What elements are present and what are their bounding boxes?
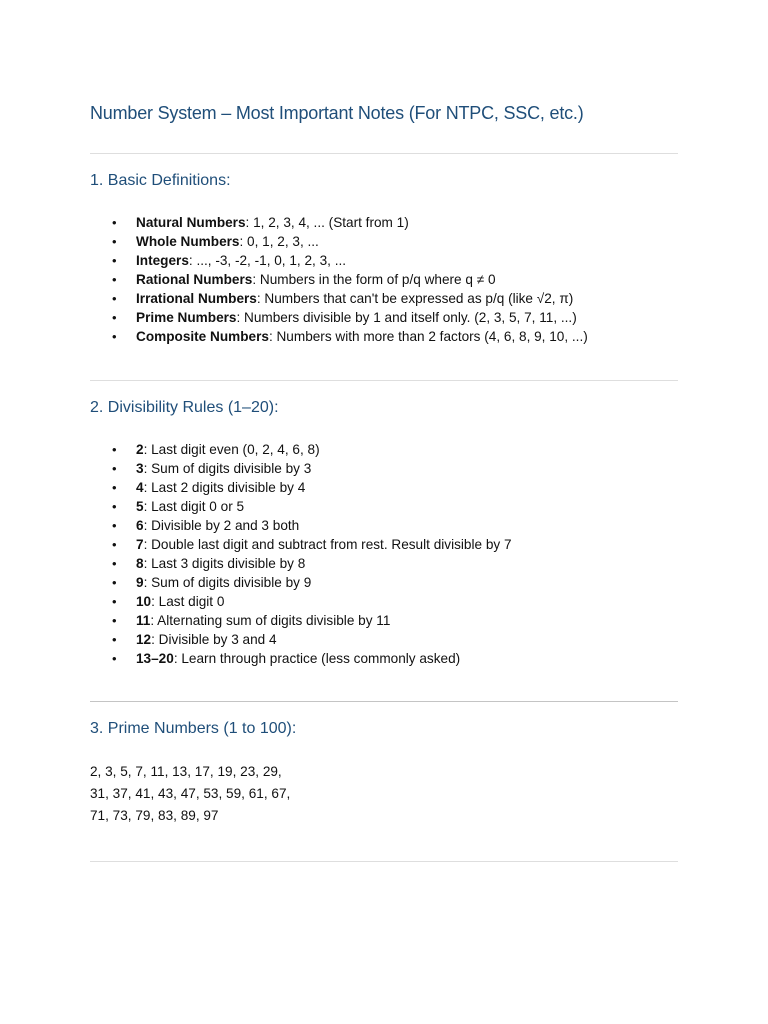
item-text: : Last digit 0 or 5 (143, 499, 245, 514)
section-heading-prime-numbers: 3. Prime Numbers (1 to 100): (90, 720, 297, 737)
item-text: : Last 3 digits divisible by 8 (143, 556, 306, 571)
item-text: : Numbers with more than 2 factors (4, 6, 8, 9, 10, ...) (268, 329, 588, 344)
divisibility-list (90, 440, 512, 668)
prime-line: 31, 37, 41, 43, 47, 53, 59, 61, 67, (90, 786, 291, 801)
prime-line: 71, 73, 79, 83, 89, 97 (90, 808, 219, 823)
list-item (90, 573, 512, 592)
item-text: : Double last digit and subtract from rest. Result divisible by 7 (143, 537, 512, 552)
list-item (90, 232, 588, 251)
item-term: 8 (136, 556, 144, 571)
item-term: Irrational Numbers (136, 291, 257, 306)
item-text: : Sum of digits divisible by 9 (143, 575, 312, 590)
item-term: 13–20 (136, 651, 174, 666)
prime-line: 2, 3, 5, 7, 11, 13, 17, 19, 23, 29, (90, 764, 282, 779)
item-term: 9 (136, 575, 144, 590)
list-item (90, 649, 512, 668)
list-item (90, 440, 512, 459)
item-text: : Numbers in the form of p/q where q ≠ 0 (252, 272, 496, 287)
item-text: : Last 2 digits divisible by 4 (143, 480, 306, 495)
item-text: : ..., -3, -2, -1, 0, 1, 2, 3, ... (188, 253, 347, 268)
section-heading-divisibility-rules: 2. Divisibility Rules (1–20): (90, 399, 279, 416)
list-item (90, 611, 512, 630)
item-term: 4 (136, 480, 144, 495)
list-item (90, 535, 512, 554)
item-term: Whole Numbers (136, 234, 240, 249)
item-term: Prime Numbers (136, 310, 237, 325)
item-term: 7 (136, 537, 144, 552)
list-item (90, 289, 588, 308)
item-text: : Last digit 0 (151, 594, 225, 609)
divider (90, 153, 678, 154)
item-term: Composite Numbers (136, 329, 269, 344)
list-item (90, 630, 512, 649)
item-text: : Numbers divisible by 1 and itself only. (2, 3, 5, 7, 11, ...) (236, 310, 577, 325)
item-text: : 0, 1, 2, 3, ... (239, 234, 319, 249)
list-item (90, 554, 512, 573)
item-text: : 1, 2, 3, 4, ... (Start from 1) (245, 215, 409, 230)
definitions-list (90, 213, 588, 346)
item-text: : Divisible by 3 and 4 (151, 632, 277, 647)
list-item (90, 459, 512, 478)
list-item (90, 478, 512, 497)
item-text: : Learn through practice (less commonly asked) (173, 651, 461, 666)
list-item (90, 213, 588, 232)
list-item (90, 270, 588, 289)
item-term: 6 (136, 518, 144, 533)
list-item (90, 308, 588, 327)
item-text: : Last digit even (0, 2, 4, 6, 8) (143, 442, 320, 457)
item-text: : Alternating sum of digits divisible by 11 (150, 613, 391, 628)
item-term: 5 (136, 499, 144, 514)
list-item (90, 327, 588, 346)
list-item (90, 497, 512, 516)
item-term: 11 (136, 613, 151, 628)
divider (90, 380, 678, 381)
divider (90, 861, 678, 862)
item-term: Rational Numbers (136, 272, 253, 287)
item-term: 12 (136, 632, 152, 647)
divider (90, 701, 678, 702)
item-term: 10 (136, 594, 152, 609)
document-title: Number System – Most Important Notes (For NTPC, SSC, etc.) (90, 103, 584, 123)
item-term: Natural Numbers (136, 215, 246, 230)
item-text: : Divisible by 2 and 3 both (143, 518, 300, 533)
list-item (90, 592, 512, 611)
item-text: : Sum of digits divisible by 3 (143, 461, 312, 476)
list-item (90, 251, 588, 270)
item-term: 2 (136, 442, 144, 457)
item-term: 3 (136, 461, 144, 476)
prime-numbers-block (90, 761, 290, 827)
item-term: Integers (136, 253, 189, 268)
list-item (90, 516, 512, 535)
section-heading-basic-definitions: 1. Basic Definitions: (90, 172, 231, 189)
item-text: : Numbers that can't be expressed as p/q (like √2, π) (256, 291, 574, 306)
